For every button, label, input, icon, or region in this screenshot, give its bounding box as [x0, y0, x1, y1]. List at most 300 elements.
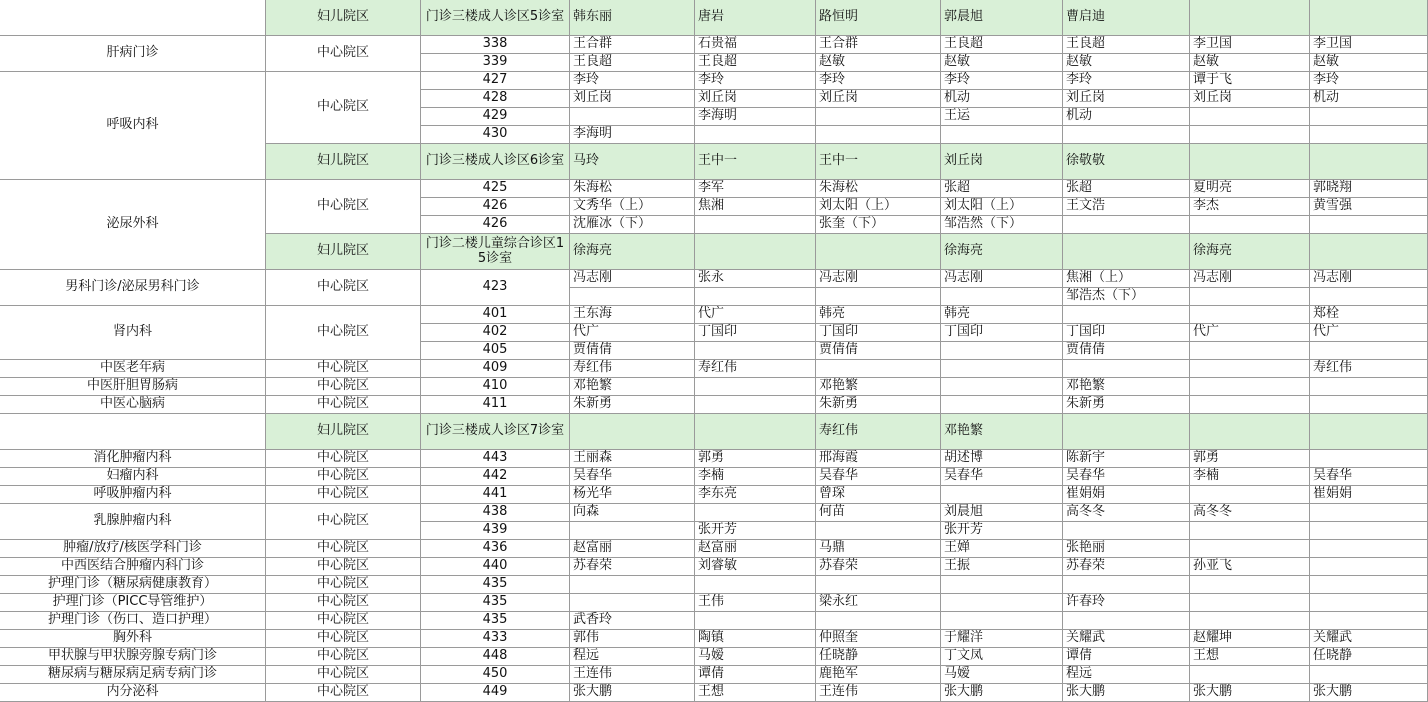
cell-i[interactable] — [1190, 0, 1310, 36]
cell-i[interactable] — [1190, 396, 1310, 414]
cell-a[interactable]: 护理门诊（伤口、造口护理） — [0, 612, 266, 630]
cell-d[interactable]: 赵富丽 — [570, 540, 695, 558]
cell-i[interactable] — [1190, 540, 1310, 558]
cell-i[interactable] — [1190, 576, 1310, 594]
cell-d[interactable]: 李玲 — [570, 72, 695, 90]
cell-j[interactable]: 黄雪强 — [1310, 198, 1428, 216]
cell-e[interactable]: 谭倩 — [695, 666, 816, 684]
cell-c[interactable]: 426 — [421, 216, 570, 234]
cell-j[interactable]: 李玲 — [1310, 72, 1428, 90]
cell-j[interactable] — [1310, 540, 1428, 558]
cell-d[interactable]: 张大鹏 — [570, 684, 695, 702]
cell-d[interactable]: 马玲 — [570, 144, 695, 180]
cell-j[interactable]: 寿红伟 — [1310, 360, 1428, 378]
cell-c[interactable]: 429 — [421, 108, 570, 126]
cell-h[interactable]: 王文浩 — [1063, 198, 1190, 216]
cell-f[interactable]: 张奎（下） — [816, 216, 941, 234]
cell-f[interactable] — [816, 108, 941, 126]
cell-d[interactable] — [570, 522, 695, 540]
cell-f[interactable]: 鹿艳军 — [816, 666, 941, 684]
cell-i[interactable] — [1190, 666, 1310, 684]
cell-f[interactable] — [816, 126, 941, 144]
cell-j[interactable]: 赵敏 — [1310, 54, 1428, 72]
cell-g[interactable]: 徐海亮 — [941, 234, 1063, 270]
cell-h[interactable]: 邓艳繁 — [1063, 378, 1190, 396]
cell-c[interactable]: 442 — [421, 468, 570, 486]
cell-h[interactable]: 焦湘（上） — [1063, 270, 1190, 288]
cell-a[interactable]: 护理门诊（PICC导管维护） — [0, 594, 266, 612]
cell-f[interactable]: 马鼎 — [816, 540, 941, 558]
cell-h[interactable]: 程远 — [1063, 666, 1190, 684]
cell-d[interactable]: 邓艳繁 — [570, 378, 695, 396]
cell-f[interactable]: 王合群 — [816, 36, 941, 54]
cell-f[interactable] — [816, 522, 941, 540]
cell-j[interactable]: 冯志刚 — [1310, 270, 1428, 288]
cell-f[interactable]: 任晓静 — [816, 648, 941, 666]
cell-j[interactable] — [1310, 504, 1428, 522]
cell-g[interactable] — [941, 342, 1063, 360]
cell-j[interactable] — [1310, 414, 1428, 450]
cell-i[interactable] — [1190, 594, 1310, 612]
cell-j[interactable]: 郑栓 — [1310, 306, 1428, 324]
cell-f[interactable]: 吴春华 — [816, 468, 941, 486]
cell-b[interactable]: 中心院区 — [266, 612, 421, 630]
cell-h[interactable]: 陈新宇 — [1063, 450, 1190, 468]
cell-d[interactable]: 沈雁冰（下） — [570, 216, 695, 234]
cell-f[interactable] — [816, 576, 941, 594]
cell-c[interactable]: 426 — [421, 198, 570, 216]
merged-cell-b[interactable]: 中心院区 — [266, 36, 421, 72]
cell-i[interactable]: 赵敏 — [1190, 54, 1310, 72]
cell-h[interactable] — [1063, 234, 1190, 270]
cell-i[interactable]: 刘丘岗 — [1190, 90, 1310, 108]
cell-i[interactable] — [1190, 414, 1310, 450]
cell-c[interactable]: 401 — [421, 306, 570, 324]
cell-a[interactable]: 中西医结合肿瘤内科门诊 — [0, 558, 266, 576]
cell-j[interactable] — [1310, 558, 1428, 576]
cell-e[interactable]: 石贵福 — [695, 36, 816, 54]
cell-g[interactable] — [941, 360, 1063, 378]
cell-f[interactable]: 仲照奎 — [816, 630, 941, 648]
cell-d[interactable]: 冯志刚 — [570, 270, 695, 288]
cell-d[interactable]: 王良超 — [570, 54, 695, 72]
merged-cell-a[interactable]: 肾内科 — [0, 306, 266, 360]
cell-c[interactable]: 435 — [421, 612, 570, 630]
cell-j[interactable] — [1310, 612, 1428, 630]
cell-e[interactable]: 郭勇 — [695, 450, 816, 468]
cell-i[interactable]: 冯志刚 — [1190, 270, 1310, 288]
cell-e[interactable]: 代广 — [695, 306, 816, 324]
cell-f[interactable]: 王连伟 — [816, 684, 941, 702]
cell-g[interactable]: 王良超 — [941, 36, 1063, 54]
cell-c[interactable]: 405 — [421, 342, 570, 360]
cell-j[interactable]: 张大鹏 — [1310, 684, 1428, 702]
cell-e[interactable]: 李东亮 — [695, 486, 816, 504]
cell-i[interactable]: 徐海亮 — [1190, 234, 1310, 270]
cell-h[interactable]: 张艳丽 — [1063, 540, 1190, 558]
cell-f[interactable]: 曾琛 — [816, 486, 941, 504]
cell-g[interactable]: 张超 — [941, 180, 1063, 198]
cell-b[interactable]: 妇儿院区 — [266, 234, 421, 270]
cell-c[interactable]: 450 — [421, 666, 570, 684]
cell-i[interactable]: 李杰 — [1190, 198, 1310, 216]
cell-j[interactable] — [1310, 522, 1428, 540]
cell-d[interactable] — [570, 288, 695, 306]
cell-d[interactable]: 贾倩倩 — [570, 342, 695, 360]
cell-c[interactable]: 443 — [421, 450, 570, 468]
cell-a[interactable]: 胸外科 — [0, 630, 266, 648]
cell-e[interactable]: 马嫒 — [695, 648, 816, 666]
cell-c[interactable]: 440 — [421, 558, 570, 576]
cell-a[interactable] — [0, 414, 266, 450]
cell-c[interactable]: 441 — [421, 486, 570, 504]
cell-i[interactable] — [1190, 144, 1310, 180]
cell-i[interactable] — [1190, 306, 1310, 324]
cell-h[interactable]: 谭倩 — [1063, 648, 1190, 666]
cell-f[interactable] — [816, 612, 941, 630]
cell-e[interactable]: 王中一 — [695, 144, 816, 180]
cell-b[interactable]: 中心院区 — [266, 378, 421, 396]
merged-cell-a[interactable]: 乳腺肿瘤内科 — [0, 504, 266, 540]
cell-c[interactable]: 436 — [421, 540, 570, 558]
cell-f[interactable] — [816, 234, 941, 270]
cell-b[interactable]: 妇儿院区 — [266, 0, 421, 36]
cell-d[interactable]: 代广 — [570, 324, 695, 342]
cell-f[interactable]: 冯志刚 — [816, 270, 941, 288]
cell-b[interactable]: 中心院区 — [266, 540, 421, 558]
merged-cell-b[interactable]: 中心院区 — [266, 180, 421, 234]
cell-g[interactable] — [941, 486, 1063, 504]
cell-g[interactable] — [941, 612, 1063, 630]
cell-i[interactable]: 夏明亮 — [1190, 180, 1310, 198]
cell-a[interactable]: 肿瘤/放疗/核医学科门诊 — [0, 540, 266, 558]
cell-e[interactable]: 李军 — [695, 180, 816, 198]
cell-g[interactable]: 韩亮 — [941, 306, 1063, 324]
merged-cell-a[interactable]: 呼吸内科 — [0, 72, 266, 180]
cell-c[interactable]: 449 — [421, 684, 570, 702]
cell-f[interactable]: 刘丘岗 — [816, 90, 941, 108]
cell-a[interactable]: 护理门诊（糖尿病健康教育） — [0, 576, 266, 594]
cell-d[interactable] — [570, 576, 695, 594]
cell-j[interactable] — [1310, 594, 1428, 612]
cell-h[interactable]: 丁国印 — [1063, 324, 1190, 342]
cell-b[interactable]: 中心院区 — [266, 486, 421, 504]
cell-j[interactable] — [1310, 126, 1428, 144]
cell-g[interactable]: 李玲 — [941, 72, 1063, 90]
cell-j[interactable] — [1310, 108, 1428, 126]
cell-f[interactable]: 李玲 — [816, 72, 941, 90]
cell-f[interactable]: 贾倩倩 — [816, 342, 941, 360]
cell-e[interactable]: 张永 — [695, 270, 816, 288]
cell-h[interactable] — [1063, 576, 1190, 594]
cell-e[interactable]: 张开芳 — [695, 522, 816, 540]
cell-g[interactable] — [941, 396, 1063, 414]
cell-i[interactable]: 谭于飞 — [1190, 72, 1310, 90]
cell-c[interactable]: 门诊三楼成人诊区7诊室 — [421, 414, 570, 450]
cell-d[interactable]: 苏春荣 — [570, 558, 695, 576]
cell-d[interactable]: 郭伟 — [570, 630, 695, 648]
cell-g[interactable]: 张大鹏 — [941, 684, 1063, 702]
cell-j[interactable] — [1310, 342, 1428, 360]
cell-h[interactable]: 吴春华 — [1063, 468, 1190, 486]
cell-b[interactable]: 妇儿院区 — [266, 414, 421, 450]
merged-cell-a[interactable]: 泌尿外科 — [0, 180, 266, 270]
cell-h[interactable]: 贾倩倩 — [1063, 342, 1190, 360]
cell-e[interactable]: 唐岩 — [695, 0, 816, 36]
cell-e[interactable] — [695, 414, 816, 450]
cell-g[interactable]: 马嫒 — [941, 666, 1063, 684]
cell-f[interactable]: 韩亮 — [816, 306, 941, 324]
cell-f[interactable] — [816, 360, 941, 378]
cell-h[interactable] — [1063, 216, 1190, 234]
cell-g[interactable]: 丁国印 — [941, 324, 1063, 342]
cell-f[interactable]: 寿红伟 — [816, 414, 941, 450]
cell-c[interactable]: 439 — [421, 522, 570, 540]
cell-g[interactable]: 郭晨旭 — [941, 0, 1063, 36]
cell-h[interactable]: 邹浩杰（下） — [1063, 288, 1190, 306]
cell-j[interactable]: 郭晓翔 — [1310, 180, 1428, 198]
cell-e[interactable] — [695, 342, 816, 360]
cell-c[interactable]: 435 — [421, 594, 570, 612]
cell-i[interactable]: 赵耀坤 — [1190, 630, 1310, 648]
cell-d[interactable] — [570, 414, 695, 450]
cell-h[interactable]: 关耀武 — [1063, 630, 1190, 648]
cell-i[interactable]: 孙亚飞 — [1190, 558, 1310, 576]
cell-e[interactable] — [695, 378, 816, 396]
cell-g[interactable]: 丁文凤 — [941, 648, 1063, 666]
cell-e[interactable]: 王伟 — [695, 594, 816, 612]
cell-g[interactable]: 刘太阳（上） — [941, 198, 1063, 216]
cell-f[interactable]: 朱海松 — [816, 180, 941, 198]
cell-j[interactable] — [1310, 144, 1428, 180]
cell-h[interactable]: 徐敬敬 — [1063, 144, 1190, 180]
cell-g[interactable]: 于耀洋 — [941, 630, 1063, 648]
cell-j[interactable]: 吴春华 — [1310, 468, 1428, 486]
cell-g[interactable]: 邹浩然（下） — [941, 216, 1063, 234]
cell-h[interactable]: 机动 — [1063, 108, 1190, 126]
cell-e[interactable] — [695, 126, 816, 144]
cell-f[interactable]: 王中一 — [816, 144, 941, 180]
cell-d[interactable]: 王东海 — [570, 306, 695, 324]
cell-g[interactable]: 王振 — [941, 558, 1063, 576]
cell-d[interactable]: 朱新勇 — [570, 396, 695, 414]
cell-e[interactable]: 焦湘 — [695, 198, 816, 216]
cell-d[interactable]: 王连伟 — [570, 666, 695, 684]
merged-cell-a[interactable]: 肝病门诊 — [0, 36, 266, 72]
cell-g[interactable] — [941, 288, 1063, 306]
cell-j[interactable] — [1310, 0, 1428, 36]
cell-b[interactable]: 中心院区 — [266, 594, 421, 612]
cell-d[interactable]: 向森 — [570, 504, 695, 522]
cell-e[interactable]: 李海明 — [695, 108, 816, 126]
cell-d[interactable] — [570, 594, 695, 612]
cell-c[interactable]: 425 — [421, 180, 570, 198]
cell-d[interactable]: 朱海松 — [570, 180, 695, 198]
cell-e[interactable] — [695, 612, 816, 630]
cell-d[interactable]: 武香玲 — [570, 612, 695, 630]
cell-j[interactable]: 机动 — [1310, 90, 1428, 108]
cell-d[interactable]: 王合群 — [570, 36, 695, 54]
cell-f[interactable]: 邓艳繁 — [816, 378, 941, 396]
cell-i[interactable] — [1190, 522, 1310, 540]
cell-h[interactable] — [1063, 360, 1190, 378]
cell-h[interactable]: 崔娟娟 — [1063, 486, 1190, 504]
cell-h[interactable] — [1063, 126, 1190, 144]
cell-e[interactable] — [695, 288, 816, 306]
cell-a[interactable]: 中医老年病 — [0, 360, 266, 378]
cell-i[interactable] — [1190, 486, 1310, 504]
cell-j[interactable] — [1310, 396, 1428, 414]
cell-j[interactable]: 李卫国 — [1310, 36, 1428, 54]
cell-i[interactable] — [1190, 216, 1310, 234]
merged-cell-b[interactable]: 中心院区 — [266, 504, 421, 540]
cell-b[interactable]: 中心院区 — [266, 576, 421, 594]
cell-i[interactable]: 郭勇 — [1190, 450, 1310, 468]
cell-g[interactable]: 王婵 — [941, 540, 1063, 558]
merged-cell-b[interactable]: 中心院区 — [266, 270, 421, 306]
cell-b[interactable]: 中心院区 — [266, 684, 421, 702]
cell-e[interactable] — [695, 216, 816, 234]
cell-h[interactable]: 赵敏 — [1063, 54, 1190, 72]
cell-h[interactable] — [1063, 414, 1190, 450]
cell-h[interactable]: 张超 — [1063, 180, 1190, 198]
cell-g[interactable]: 赵敏 — [941, 54, 1063, 72]
cell-g[interactable]: 刘晨旭 — [941, 504, 1063, 522]
cell-g[interactable] — [941, 594, 1063, 612]
cell-d[interactable]: 刘丘岗 — [570, 90, 695, 108]
cell-j[interactable] — [1310, 288, 1428, 306]
cell-e[interactable]: 寿红伟 — [695, 360, 816, 378]
cell-h[interactable] — [1063, 306, 1190, 324]
cell-g[interactable]: 吴春华 — [941, 468, 1063, 486]
cell-g[interactable]: 机动 — [941, 90, 1063, 108]
cell-i[interactable] — [1190, 126, 1310, 144]
cell-d[interactable]: 吴春华 — [570, 468, 695, 486]
cell-e[interactable] — [695, 576, 816, 594]
cell-h[interactable]: 许春玲 — [1063, 594, 1190, 612]
cell-c[interactable]: 435 — [421, 576, 570, 594]
merged-cell-b[interactable]: 中心院区 — [266, 306, 421, 360]
cell-i[interactable] — [1190, 360, 1310, 378]
cell-j[interactable]: 代广 — [1310, 324, 1428, 342]
cell-g[interactable] — [941, 576, 1063, 594]
cell-a[interactable] — [0, 0, 266, 36]
cell-g[interactable]: 张开芳 — [941, 522, 1063, 540]
cell-d[interactable]: 徐海亮 — [570, 234, 695, 270]
cell-a[interactable]: 中医心脑病 — [0, 396, 266, 414]
cell-g[interactable]: 邓艳繁 — [941, 414, 1063, 450]
cell-b[interactable]: 中心院区 — [266, 648, 421, 666]
cell-g[interactable]: 刘丘岗 — [941, 144, 1063, 180]
cell-c[interactable]: 409 — [421, 360, 570, 378]
cell-j[interactable] — [1310, 576, 1428, 594]
cell-f[interactable]: 何苗 — [816, 504, 941, 522]
cell-i[interactable] — [1190, 378, 1310, 396]
cell-f[interactable]: 朱新勇 — [816, 396, 941, 414]
cell-a[interactable]: 糖尿病与糖尿病足病专病门诊 — [0, 666, 266, 684]
cell-c[interactable]: 438 — [421, 504, 570, 522]
cell-e[interactable]: 李楠 — [695, 468, 816, 486]
cell-h[interactable]: 刘丘岗 — [1063, 90, 1190, 108]
cell-e[interactable]: 赵富丽 — [695, 540, 816, 558]
cell-d[interactable]: 程远 — [570, 648, 695, 666]
cell-e[interactable]: 李玲 — [695, 72, 816, 90]
cell-h[interactable] — [1063, 612, 1190, 630]
cell-i[interactable]: 张大鹏 — [1190, 684, 1310, 702]
cell-f[interactable]: 刘太阳（上） — [816, 198, 941, 216]
cell-i[interactable] — [1190, 288, 1310, 306]
cell-b[interactable]: 中心院区 — [266, 630, 421, 648]
cell-c[interactable]: 338 — [421, 36, 570, 54]
cell-c[interactable]: 411 — [421, 396, 570, 414]
cell-j[interactable] — [1310, 450, 1428, 468]
cell-f[interactable]: 苏春荣 — [816, 558, 941, 576]
cell-f[interactable] — [816, 288, 941, 306]
cell-i[interactable] — [1190, 342, 1310, 360]
cell-d[interactable]: 寿红伟 — [570, 360, 695, 378]
cell-e[interactable] — [695, 504, 816, 522]
cell-j[interactable] — [1310, 216, 1428, 234]
cell-i[interactable] — [1190, 612, 1310, 630]
cell-f[interactable]: 丁国印 — [816, 324, 941, 342]
merged-cell-a[interactable]: 男科门诊/泌尿男科门诊 — [0, 270, 266, 306]
cell-b[interactable]: 中心院区 — [266, 396, 421, 414]
cell-c[interactable]: 428 — [421, 90, 570, 108]
cell-j[interactable]: 任晓静 — [1310, 648, 1428, 666]
cell-h[interactable]: 王良超 — [1063, 36, 1190, 54]
cell-f[interactable]: 路恒明 — [816, 0, 941, 36]
cell-b[interactable]: 中心院区 — [266, 468, 421, 486]
cell-c[interactable]: 430 — [421, 126, 570, 144]
cell-b[interactable]: 中心院区 — [266, 558, 421, 576]
cell-d[interactable]: 文秀华（上） — [570, 198, 695, 216]
cell-h[interactable]: 高冬冬 — [1063, 504, 1190, 522]
cell-i[interactable]: 李卫国 — [1190, 36, 1310, 54]
cell-a[interactable]: 甲状腺与甲状腺旁腺专病门诊 — [0, 648, 266, 666]
cell-g[interactable]: 王运 — [941, 108, 1063, 126]
cell-j[interactable] — [1310, 378, 1428, 396]
merged-cell-b[interactable]: 中心院区 — [266, 72, 421, 144]
cell-h[interactable]: 李玲 — [1063, 72, 1190, 90]
cell-e[interactable] — [695, 234, 816, 270]
cell-a[interactable]: 内分泌科 — [0, 684, 266, 702]
cell-b[interactable]: 中心院区 — [266, 666, 421, 684]
cell-j[interactable]: 崔娟娟 — [1310, 486, 1428, 504]
cell-h[interactable]: 朱新勇 — [1063, 396, 1190, 414]
cell-h[interactable]: 苏春荣 — [1063, 558, 1190, 576]
cell-h[interactable] — [1063, 522, 1190, 540]
cell-h[interactable]: 张大鹏 — [1063, 684, 1190, 702]
cell-i[interactable]: 高冬冬 — [1190, 504, 1310, 522]
cell-e[interactable]: 刘丘岗 — [695, 90, 816, 108]
cell-g[interactable]: 冯志刚 — [941, 270, 1063, 288]
cell-d[interactable]: 王丽森 — [570, 450, 695, 468]
cell-d[interactable] — [570, 108, 695, 126]
cell-e[interactable] — [695, 396, 816, 414]
cell-f[interactable]: 赵敏 — [816, 54, 941, 72]
cell-c[interactable]: 门诊三楼成人诊区5诊室 — [421, 0, 570, 36]
merged-cell-c[interactable]: 423 — [421, 270, 570, 306]
cell-d[interactable]: 李海明 — [570, 126, 695, 144]
cell-j[interactable]: 关耀武 — [1310, 630, 1428, 648]
cell-a[interactable]: 消化肿瘤内科 — [0, 450, 266, 468]
cell-c[interactable]: 410 — [421, 378, 570, 396]
cell-c[interactable]: 402 — [421, 324, 570, 342]
cell-b[interactable]: 中心院区 — [266, 360, 421, 378]
cell-a[interactable]: 呼吸肿瘤内科 — [0, 486, 266, 504]
cell-e[interactable]: 刘睿敏 — [695, 558, 816, 576]
cell-b[interactable]: 妇儿院区 — [266, 144, 421, 180]
